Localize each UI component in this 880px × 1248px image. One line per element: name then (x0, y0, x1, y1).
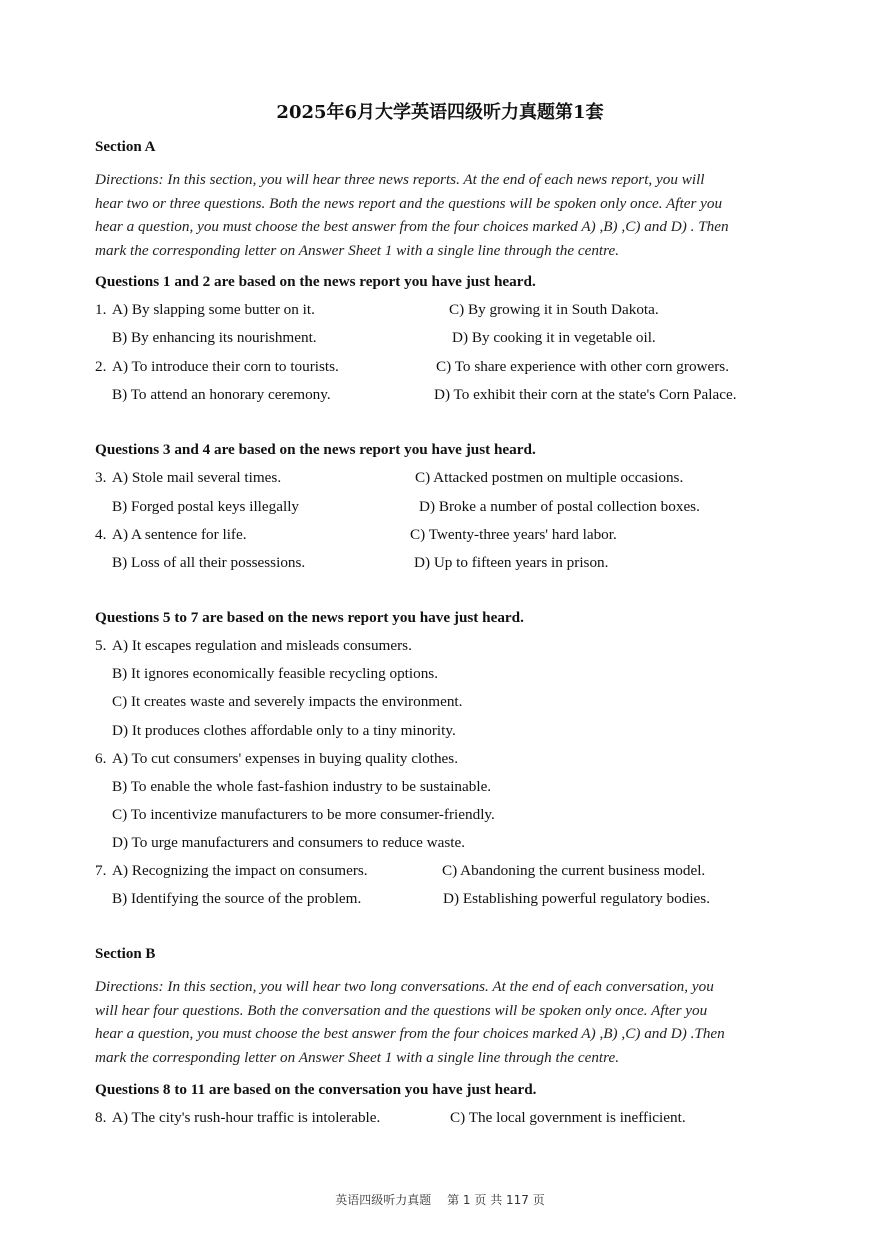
option-a: A) Stole mail several times. (112, 469, 282, 486)
question-number: 6. (95, 750, 107, 767)
footer-page-number: 第 1 页 共 117 页 (447, 1193, 545, 1207)
question-number: 4. (95, 526, 107, 543)
option-b: B) It ignores economically feasible recycling options. (112, 665, 439, 682)
question-number: 7. (95, 862, 107, 879)
page-footer (0, 1191, 880, 1208)
question-number: 8. (95, 1109, 107, 1126)
question-group-header: Questions 8 to 11 are based on the conversation you have just heard. (95, 1081, 537, 1098)
directions-line: Directions: In this section, you will hear two long conversations. At the end of each conversation, you (95, 978, 714, 995)
option-c: C) The local government is inefficient. (450, 1109, 686, 1126)
option-b: B) To enable the whole fast-fashion industry to be sustainable. (112, 778, 492, 795)
option-a: A) To introduce their corn to tourists. (112, 358, 339, 375)
question-number: 5. (95, 637, 107, 654)
page-title: 2025年6月大学英语四级听力真题第1套 (276, 102, 604, 123)
option-c: C) It creates waste and severely impacts the environment. (112, 693, 463, 710)
directions-line: will hear four questions. Both the conversation and the questions will be spoken only once. After you (95, 1001, 708, 1019)
option-b: B) Forged postal keys illegally (112, 498, 300, 515)
directions-line: hear a question, you must choose the best answer from the four choices marked A) ,B) ,C) and D) . Then (95, 218, 729, 236)
option-a: A) To cut consumers' expenses in buying quality clothes. (112, 750, 459, 767)
option-d: D) By cooking it in vegetable oil. (452, 329, 656, 346)
section-a-directions (95, 168, 785, 262)
question-group-header: Questions 1 and 2 are based on the news report you have just heard. (95, 273, 536, 290)
directions-line: mark the corresponding letter on Answer Sheet 1 with a single line through the centre. (95, 241, 620, 259)
question-number: 1. (95, 301, 107, 318)
option-c: C) Twenty-three years' hard labor. (410, 526, 617, 543)
option-a: A) A sentence for life. (112, 526, 247, 543)
option-d: D) Establishing powerful regulatory bodies. (443, 890, 710, 907)
option-b: B) By enhancing its nourishment. (112, 329, 317, 346)
option-d: D) Up to fifteen years in prison. (414, 554, 609, 571)
section-b-heading: Section B (95, 946, 156, 962)
question-number: 2. (95, 358, 107, 375)
directions-line: Directions: In this section, you will hear three news reports. At the end of each news report, you will (95, 171, 705, 188)
directions-line: hear two or three questions. Both the news report and the questions will be spoken only once. After you (95, 194, 723, 212)
option-d: D) To exhibit their corn at the state's Corn Palace. (434, 386, 737, 403)
question-group-header: Questions 3 and 4 are based on the news report you have just heard. (95, 441, 536, 458)
option-c: C) By growing it in South Dakota. (449, 301, 659, 318)
option-c: C) To share experience with other corn growers. (436, 358, 730, 375)
option-b: B) Loss of all their possessions. (112, 554, 306, 571)
directions-line: hear a question, you must choose the best answer from the four choices marked A) ,B) ,C) and D) .Then (95, 1025, 725, 1043)
option-a: A) Recognizing the impact on consumers. (112, 862, 368, 879)
option-c: C) Abandoning the current business model. (442, 862, 706, 879)
option-d: D) To urge manufacturers and consumers to reduce waste. (112, 834, 466, 851)
section-b-directions (95, 975, 785, 1069)
option-a: A) By slapping some butter on it. (112, 301, 315, 318)
section-a-heading: Section A (95, 139, 156, 155)
option-a: A) The city's rush-hour traffic is intolerable. (112, 1109, 381, 1126)
question-number: 3. (95, 469, 107, 486)
option-c: C) Attacked postmen on multiple occasions. (415, 469, 684, 486)
question-group-header: Questions 5 to 7 are based on the news report you have just heard. (95, 609, 524, 626)
option-c: C) To incentivize manufacturers to be more consumer-friendly. (112, 806, 495, 823)
option-d: D) It produces clothes affordable only to a tiny minority. (112, 722, 456, 739)
option-b: B) Identifying the source of the problem. (112, 890, 362, 907)
footer-doc-title: 英语四级听力真题 (335, 1193, 432, 1207)
option-a: A) It escapes regulation and misleads consumers. (112, 637, 412, 654)
option-d: D) Broke a number of postal collection boxes. (419, 498, 700, 515)
option-b: B) To attend an honorary ceremony. (112, 386, 331, 403)
directions-line: mark the corresponding letter on Answer Sheet 1 with a single line through the centre. (95, 1048, 620, 1066)
